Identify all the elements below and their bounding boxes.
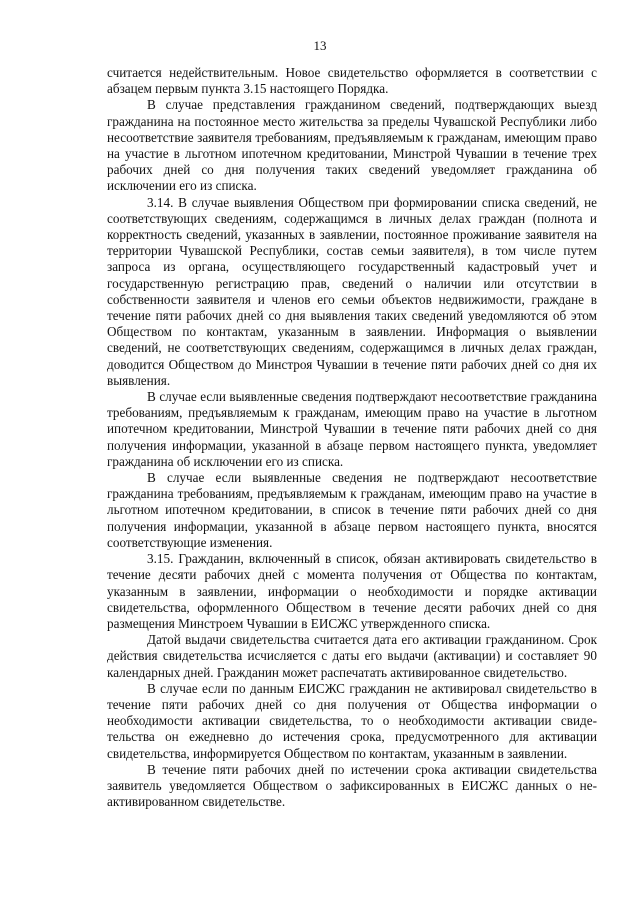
paragraph: В случае если по данным ЕИСЖС гражданин не активировал свидетельство в течение пяти рабочих дней со дня получения от Общества информации о необходимости активации свидетельства, то о необходимости активации свидетельства он ежедневно до истечения срока, предусмотренного для активации свидетельства, информируется Обществом по контактам, указанным в заявлении. [107,680,597,761]
paragraph: В случае если выявленные сведения не подтверждают несоответствие гражданина требованиям, предъявляемым к гражданам, имеющим право на участие в льготном ипотечном кредитовании, в список в течение пяти рабочих дней со дня получения информации, указанной в абзаце первом настоящего пункта, вносятся соответствующие изменения. [107,470,597,550]
paragraph-clause-3-14: 3.14. В случае выявления Обществом при формировании списка сведений, не соответствующих сведениям, содержащимся в личных делах граждан (полнота и корректность сведений, указанных в заявлении, постоянное проживание заявителя на территории Чувашской Республики, состав семьи заявителя), в том числе путем запроса из органа, осуществляющего государственный кадастровый учет и государственную регистрацию прав, сведений о наличии или отсутствии в собственности заявителя и членов его семьи объектов недвижимости, граждане в течение пяти рабочих дней со дня выявления таких сведений уведомляются об этом Обществом по контактам, указанным в заявлении. Информация о выявлении сведений, не соответствующих сведениям, содержащимся в личных делах граждан, доводится Обществом до Минстроя Чувашии в течение пяти рабочих дней со дня их выявления. [107,194,597,388]
paragraph: В случае если выявленные сведения подтверждают несоответствие гражданина требованиям, предъявляемым к гражданам, имеющим право на участие в льготном ипотечном кредитовании, Минстрой Чувашии в течение пяти рабочих дней со дня получения информации, указанной в абзаце первом настоящего пункта, уведомляет гражданина об исключении его из списка. [107,389,597,469]
page-number: 13 [313,38,327,53]
paragraph: В случае представления гражданином сведений, подтверждающих выезд гражданина на постоянное место жительства за пределы Чувашской Республики либо несоответствие заявителя требованиям, предъявляемым к гражданам, имеющим право на участие в льготном ипотечном кредитовании, Минстрой Чувашии в течение трех рабочих дней со дня получения таких сведений уведомляет гражданина об исключении его из списка. [107,97,597,194]
document-body [107,65,597,810]
paragraph-clause-3-15: 3.15. Гражданин, включенный в список, обязан активировать свидетельство в течение десяти рабочих дней с момента получения от Общества по контактам, указанным в заявлении, информации о необходимости и порядке активации свидетельства, оформленного Обществом в течение десяти рабочих дней со дня размещения Минстроем Чувашии в ЕИСЖС утвержденного списка. [107,551,597,631]
paragraph-continued: считается недействительным. Новое свидетельство оформляется в соответствии с абзацем первым пункта 3.15 настоящего Порядка. [107,65,597,97]
paragraph: В течение пяти рабочих дней по истечении срока активации свидетельства заявитель уведомляется Обществом о зафиксированных в ЕИСЖС данных о неактивированном свидетельстве. [107,761,597,810]
paragraph: Датой выдачи свидетельства считается дата его активации гражданином. Срок действия свидетельства исчисляется с даты его выдачи (активации) и составляет 90 календарных дней. Гражданин может распечатать активированное свидетельство. [107,632,597,680]
